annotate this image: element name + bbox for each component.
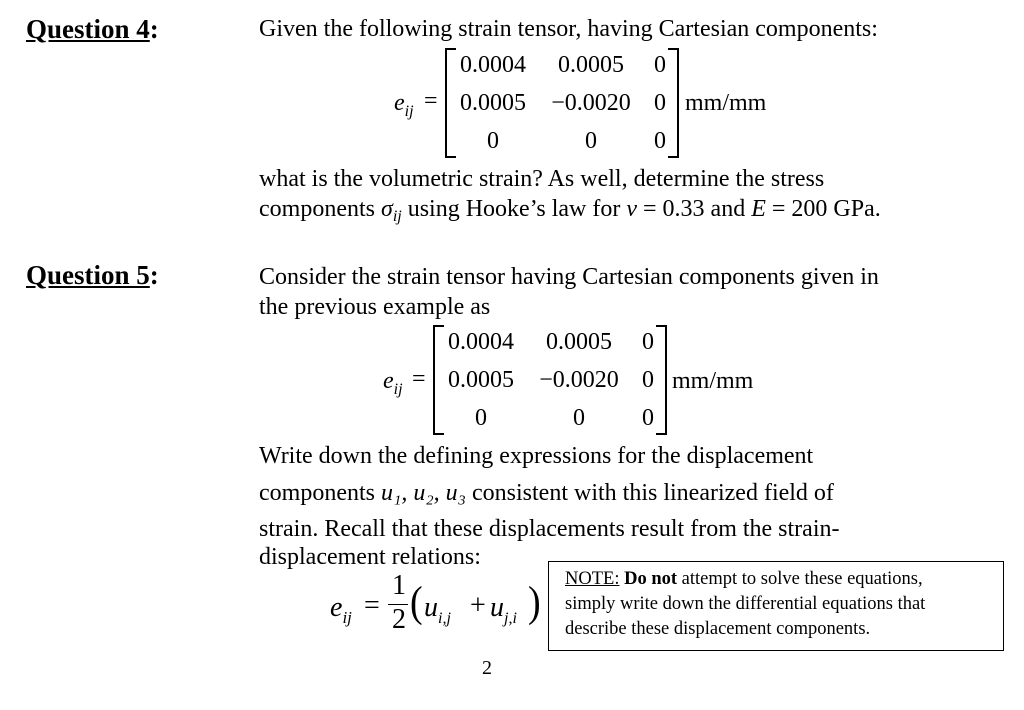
q5-m-0-0: 0.0004 [448, 329, 514, 355]
q5-body-line4: displacement relations: [259, 544, 481, 570]
q4-m-0-0: 0.0004 [460, 52, 526, 78]
q5-m-1-0: 0.0005 [448, 367, 514, 393]
q5-matrix [433, 325, 667, 435]
q4-intro: Given the following strain tensor, having Cartesian components: [259, 16, 878, 42]
note-box [548, 561, 1004, 651]
q4-units: mm/mm [685, 90, 767, 116]
q4-heading: Question 4: [26, 14, 159, 44]
q4-m-0-1: 0.0005 [558, 52, 624, 78]
q4-matrix [445, 48, 679, 158]
q5-units: mm/mm [672, 368, 754, 394]
q5-intro-line1: Consider the strain tensor having Cartesian components given in [259, 264, 879, 290]
strain-displacement-equation [330, 570, 541, 636]
eq-paren-close: ) [528, 577, 541, 627]
q5-m-2-1: 0 [573, 405, 585, 431]
note-line2: simply write down the differential equations that [565, 594, 926, 614]
q4-m-2-1: 0 [585, 128, 597, 154]
eq-plus: + [470, 590, 486, 621]
q5-body-line3: strain. Recall that these displacements result from the strain- [259, 516, 840, 542]
note-line1: NOTE: Do not attempt to solve these equations, [565, 569, 923, 589]
q4-m-1-0: 0.0005 [460, 90, 526, 116]
q4-question-line1: what is the volumetric strain? As well, determine the stress [259, 166, 825, 192]
q4-question-line2: components $\sigma_{ij}$ using Hooke’s law for v = 0.33 and E = 200 GPa. [259, 196, 881, 225]
q4-m-2-0: 0 [487, 128, 499, 154]
q5-m-1-1: −0.0020 [539, 367, 619, 393]
q5-m-0-1: 0.0005 [546, 329, 612, 355]
q5-heading: Question 5: [26, 260, 159, 290]
q5-m-0-2: 0 [642, 329, 654, 355]
q5-body-line2: components u₁, u₂, u₃ consistent with this linearized field of [259, 480, 834, 506]
q5-m-1-2: 0 [642, 367, 654, 393]
q5-symbol: $e_{ij}$ [383, 368, 403, 398]
eq-lhs: $e_{ij}$ [330, 592, 352, 627]
eq-term1: $u_{i,j}$ [424, 592, 451, 627]
eq-paren-open: ( [410, 577, 423, 627]
q5-equals: = [412, 366, 426, 392]
q4-m-1-2: 0 [654, 90, 666, 116]
eq-term2: $u_{j,i}$ [490, 592, 517, 627]
eq-denominator: 2 [392, 604, 406, 635]
q4-m-1-1: −0.0020 [551, 90, 631, 116]
q5-m-2-2: 0 [642, 405, 654, 431]
q5-intro-line2: the previous example as [259, 294, 491, 320]
note-line3: describe these displacement components. [565, 619, 871, 639]
q5-m-2-0: 0 [475, 405, 487, 431]
eq-equals: = [364, 590, 380, 621]
q4-m-2-2: 0 [654, 128, 666, 154]
q4-symbol: $e_{ij}$ [394, 90, 414, 120]
q4-equals: = [424, 88, 438, 114]
eq-numerator: 1 [392, 570, 406, 601]
page-number: 2 [482, 657, 492, 679]
q4-m-0-2: 0 [654, 52, 666, 78]
q5-body-line1: Write down the defining expressions for the displacement [259, 443, 814, 469]
